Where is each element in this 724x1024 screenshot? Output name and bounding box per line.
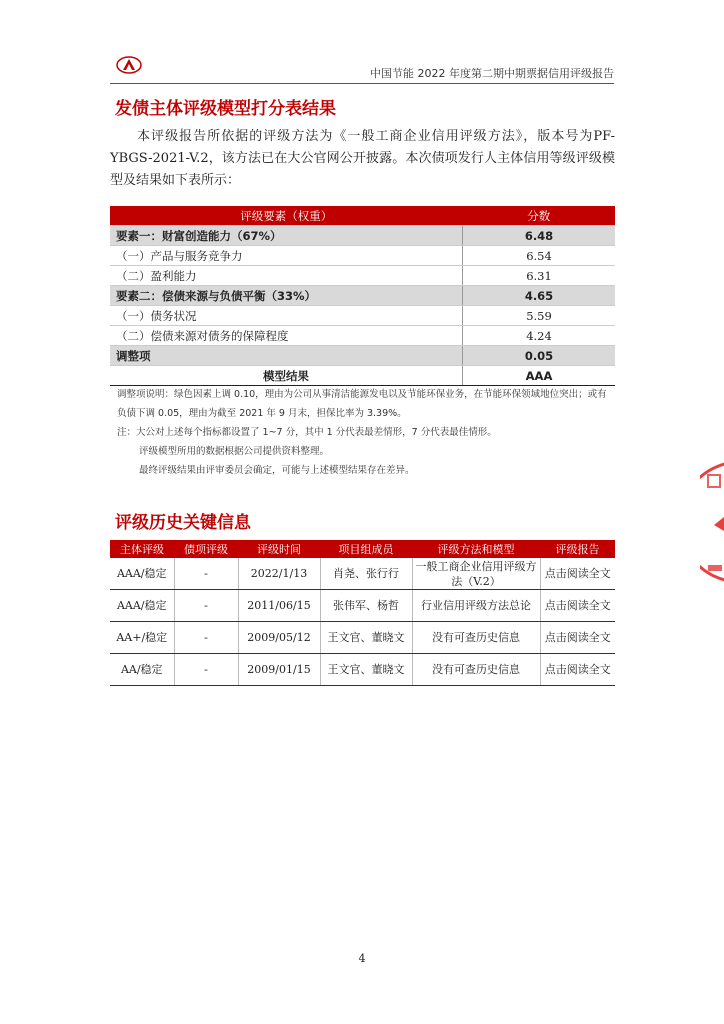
- page-number: 4: [358, 952, 366, 965]
- score-value: 5.59: [463, 306, 616, 326]
- history-table: [110, 540, 615, 686]
- report-link[interactable]: 点击阅读全文: [540, 590, 615, 622]
- history-header: 评级方法和模型: [412, 540, 540, 558]
- rating-method: 一般工商企业信用评级方法（V.2）: [412, 558, 540, 590]
- score-label: 调整项: [110, 346, 463, 366]
- score-label: （二）偿债来源对债务的保障程度: [110, 326, 463, 346]
- report-header: 中国节能 2022 年度第二期中期票据信用评级报告: [370, 67, 614, 80]
- score-row: [110, 326, 615, 346]
- seal-stamp: [700, 455, 724, 590]
- history-row: [110, 622, 615, 654]
- rating-date: 2011/06/15: [238, 590, 320, 622]
- rating-date: 2009/01/15: [238, 654, 320, 686]
- score-row: [110, 226, 615, 246]
- score-notes: [117, 385, 612, 480]
- score-value: 6.54: [463, 246, 616, 266]
- team-members: 张伟军、杨哲: [320, 590, 412, 622]
- score-label: （一）债务状况: [110, 306, 463, 326]
- subject-rating: AAA/稳定: [110, 558, 174, 590]
- team-members: 王文官、董晓文: [320, 622, 412, 654]
- history-row: [110, 558, 615, 590]
- score-label: （二）盈利能力: [110, 266, 463, 286]
- score-row: [110, 266, 615, 286]
- history-table-header: [110, 540, 615, 558]
- score-label: （一）产品与服务竞争力: [110, 246, 463, 266]
- report-link[interactable]: 点击阅读全文: [540, 622, 615, 654]
- score-row: [110, 286, 615, 306]
- rating-date: 2022/1/13: [238, 558, 320, 590]
- adjust-note: 调整项说明：绿色因素上调 0.10，理由为公司从事清洁能源发电以及节能环保业务，在节能环保领域地位突出；或有负债下调 0.05，理由为截至 2021 年 9 月末，担保比率为 3.39%。: [117, 389, 607, 419]
- debt-rating: -: [174, 622, 238, 654]
- score-value: 6.31: [463, 266, 616, 286]
- score-row: [110, 246, 615, 266]
- score-header-factor: 评级要素（权重）: [110, 206, 463, 226]
- section-title-model: 发债主体评级模型打分表结果: [115, 99, 336, 119]
- score-label: 要素二：偿债来源与负债平衡（33%）: [110, 286, 463, 306]
- header-divider: [110, 83, 614, 84]
- history-header: 主体评级: [110, 540, 174, 558]
- note-3: 最终评级结果由评审委员会确定，可能与上述模型结果存在差异。: [139, 465, 415, 476]
- rating-method: 行业信用评级方法总论: [412, 590, 540, 622]
- history-row: [110, 590, 615, 622]
- score-row: [110, 346, 615, 366]
- team-members: 肖尧、张行行: [320, 558, 412, 590]
- report-link[interactable]: 点击阅读全文: [540, 558, 615, 590]
- score-value: 4.65: [463, 286, 616, 306]
- report-link[interactable]: 点击阅读全文: [540, 654, 615, 686]
- intro-text: 本评级报告所依据的评级方法为《一般工商企业信用评级方法》，版本号为PF-YBGS-2021-V.2，该方法已在大公官网公开披露。本次债项发行人主体信用等级评级模型及结果如下表所示：: [110, 129, 615, 188]
- intro-paragraph: [110, 126, 615, 192]
- note-2: 评级模型所用的数据根据公司提供资料整理。: [139, 446, 330, 457]
- score-label: 要素一：财富创造能力（67%）: [110, 226, 463, 246]
- score-value: 6.48: [463, 226, 616, 246]
- history-header: 项目组成员: [320, 540, 412, 558]
- score-table: [110, 206, 615, 386]
- score-value: AAA: [463, 366, 616, 386]
- score-table-header: [110, 206, 615, 226]
- subject-rating: AA/稳定: [110, 654, 174, 686]
- subject-rating: AA+/稳定: [110, 622, 174, 654]
- note-1: 注：大公对上述每个指标都设置了 1~7 分，其中 1 分代表最差情形，7 分代表最佳情形。: [117, 427, 497, 438]
- history-header: 评级报告: [540, 540, 615, 558]
- debt-rating: -: [174, 590, 238, 622]
- rating-date: 2009/05/12: [238, 622, 320, 654]
- debt-rating: -: [174, 558, 238, 590]
- history-header: 债项评级: [174, 540, 238, 558]
- score-value: 0.05: [463, 346, 616, 366]
- company-logo: [116, 55, 142, 75]
- score-row: [110, 306, 615, 326]
- section-title-history: 评级历史关键信息: [115, 513, 251, 533]
- debt-rating: -: [174, 654, 238, 686]
- rating-method: 没有可查历史信息: [412, 622, 540, 654]
- history-row: [110, 654, 615, 686]
- score-label: 模型结果: [110, 366, 463, 386]
- history-header: 评级时间: [238, 540, 320, 558]
- subject-rating: AAA/稳定: [110, 590, 174, 622]
- score-row-result: [110, 366, 615, 386]
- score-value: 4.24: [463, 326, 616, 346]
- score-header-score: 分数: [463, 206, 616, 226]
- rating-method: 没有可查历史信息: [412, 654, 540, 686]
- team-members: 王文官、董晓文: [320, 654, 412, 686]
